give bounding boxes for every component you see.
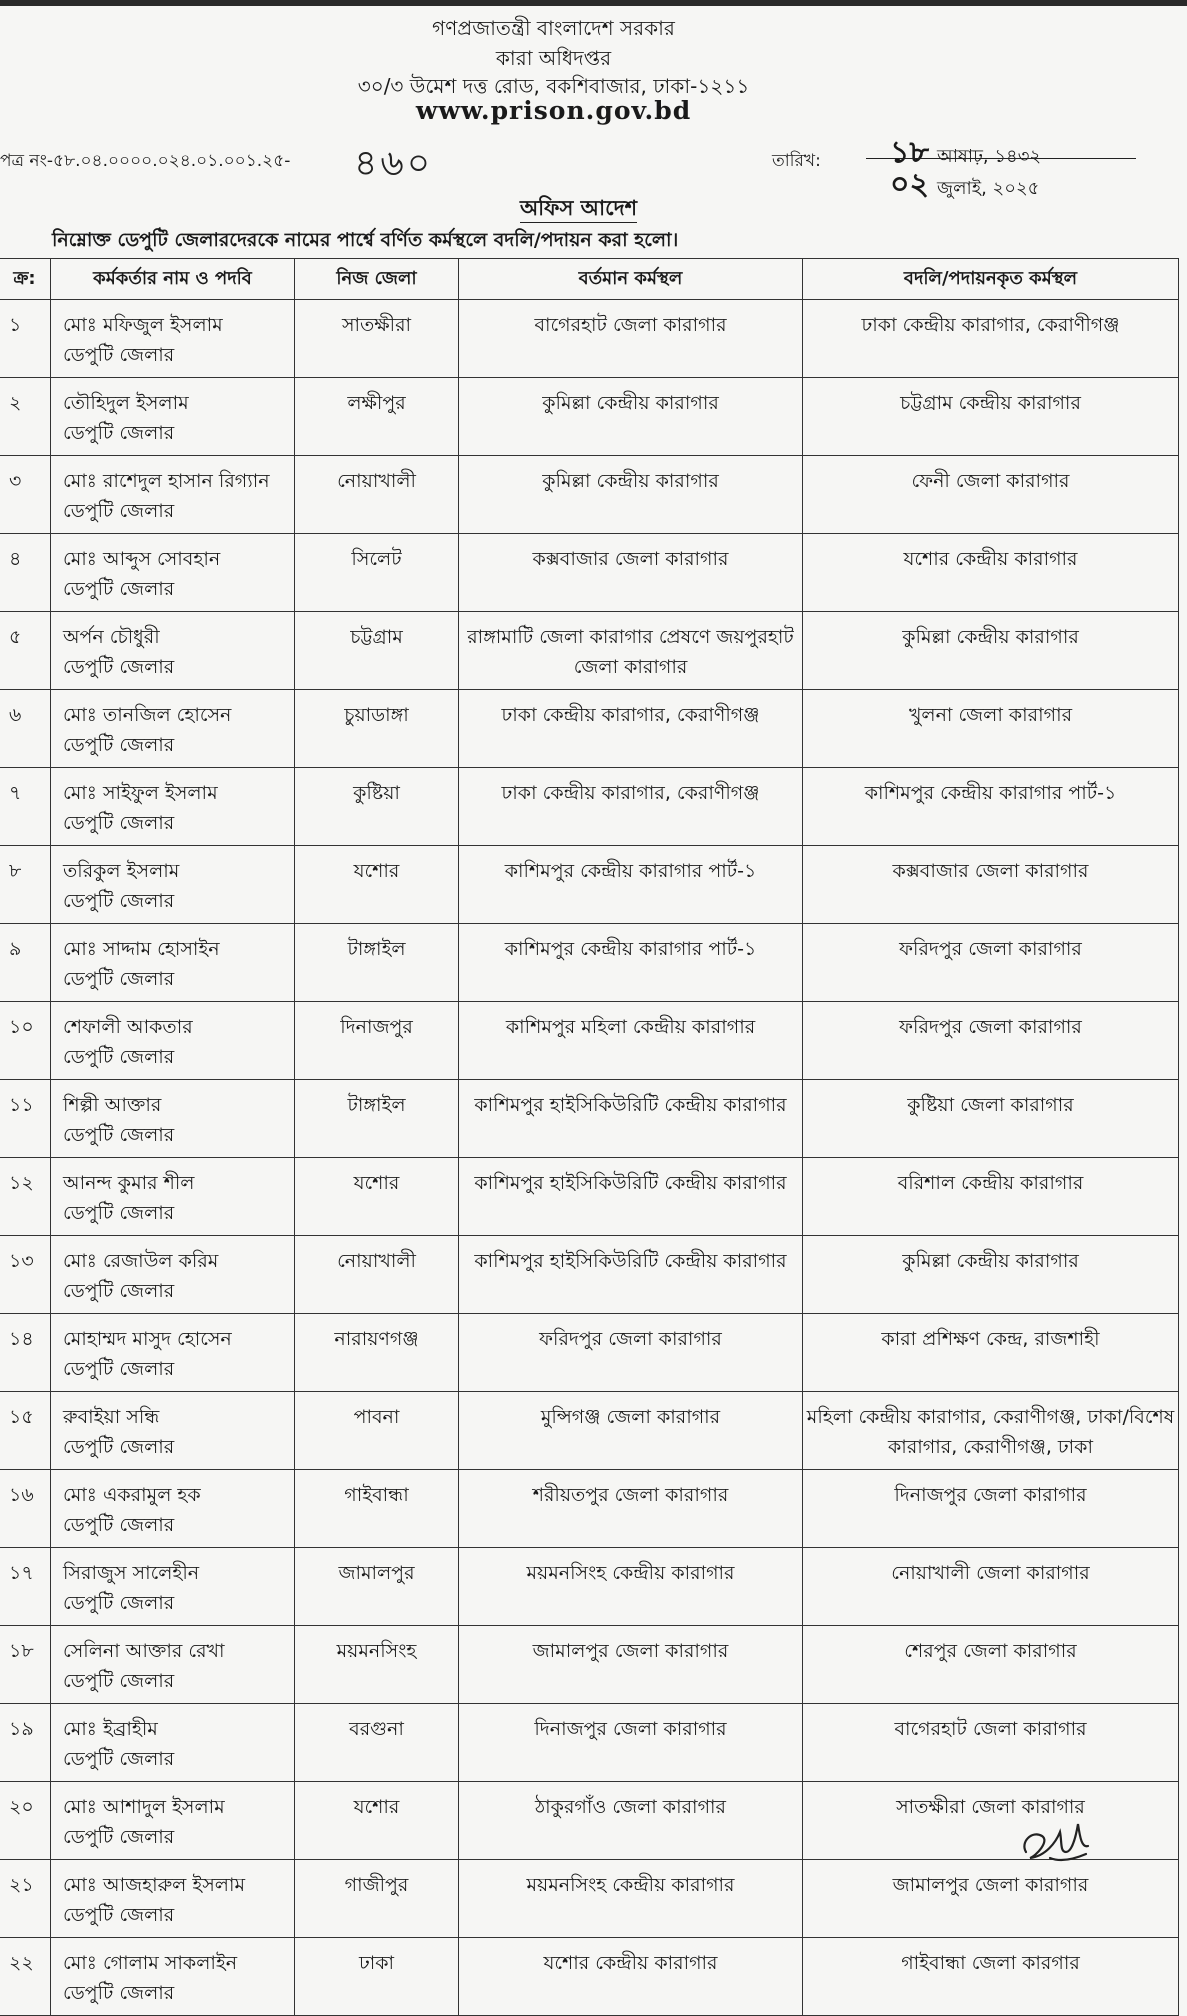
table-row <box>0 768 1179 846</box>
row-transfer-posting: বরিশাল কেন্দ্রীয় কারাগার <box>803 1158 1179 1236</box>
table-row <box>0 690 1179 768</box>
date-english-day: ০২ <box>890 167 930 202</box>
row-officer-designation: ডেপুটি জেলার <box>63 1046 175 1068</box>
table-row <box>0 1236 1179 1314</box>
table-row <box>0 924 1179 1002</box>
row-transfer-posting: ফরিদপুর জেলা কারাগার <box>803 924 1179 1002</box>
row-officer-name: মোঃ রাশেদুল হাসান রিগ্যান <box>63 470 270 492</box>
row-home-district: যশোর <box>295 846 459 924</box>
row-current-posting: যশোর কেন্দ্রীয় কারাগার <box>459 1938 803 2016</box>
row-home-district: গাজীপুর <box>295 1860 459 1938</box>
website-url: www.prison.gov.bd <box>415 96 692 125</box>
row-officer <box>51 924 295 1002</box>
date-english-text: জুলাই, ২০২৫ <box>937 178 1040 199</box>
signature-mark <box>1016 1812 1096 1868</box>
row-officer <box>51 1704 295 1782</box>
row-officer-name: মোঃ আব্দুস সোবহান <box>63 548 221 570</box>
row-officer-name: শিল্পী আক্তার <box>63 1094 162 1116</box>
row-officer-name: তরিকুল ইসলাম <box>63 860 180 882</box>
table-body <box>0 300 1179 2016</box>
row-transfer-posting: কুষ্টিয়া জেলা কারাগার <box>803 1080 1179 1158</box>
row-officer <box>51 456 295 534</box>
row-serial: ২২ <box>0 1938 51 2016</box>
row-transfer-posting: কুমিল্লা কেন্দ্রীয় কারাগার <box>803 612 1179 690</box>
row-officer-designation: ডেপুটি জেলার <box>63 968 175 990</box>
order-intro: নিম্নোক্ত ডেপুটি জেলারদেরকে নামের পার্শ্বে বর্ণিত কর্মস্থলে বদলি/পদায়ন করা হলো। <box>52 229 679 251</box>
row-current-posting: ময়মনসিংহ কেন্দ্রীয় কারাগার <box>459 1860 803 1938</box>
row-transfer-posting: জামালপুর জেলা কারাগার <box>803 1860 1179 1938</box>
row-officer-designation: ডেপুটি জেলার <box>63 1904 175 1926</box>
row-serial: ১৬ <box>0 1470 51 1548</box>
row-officer-name: মোঃ আজহারুল ইসলাম <box>63 1874 246 1896</box>
row-officer-name: মোঃ মফিজুল ইসলাম <box>63 314 223 336</box>
header-home-district: নিজ জেলা <box>295 259 459 300</box>
row-officer-name: আনন্দ কুমার শীল <box>63 1172 195 1194</box>
row-current-posting: কুমিল্লা কেন্দ্রীয় কারাগার <box>459 456 803 534</box>
row-home-district: যশোর <box>295 1782 459 1860</box>
row-officer <box>51 768 295 846</box>
row-officer-designation: ডেপুটি জেলার <box>63 1124 175 1146</box>
row-current-posting: কাশিমপুর মহিলা কেন্দ্রীয় কারাগার <box>459 1002 803 1080</box>
row-transfer-posting: কাশিমপুর কেন্দ্রীয় কারাগার পার্ট-১ <box>803 768 1179 846</box>
row-officer <box>51 1158 295 1236</box>
table-row <box>0 300 1179 378</box>
row-current-posting: শরীয়তপুর জেলা কারাগার <box>459 1470 803 1548</box>
row-officer-name: মোঃ সাইফুল ইসলাম <box>63 782 218 804</box>
row-officer-name: মোঃ একরামুল হক <box>63 1484 201 1506</box>
row-transfer-posting: দিনাজপুর জেলা কারাগার <box>803 1470 1179 1548</box>
table-row <box>0 1470 1179 1548</box>
row-officer <box>51 846 295 924</box>
row-serial: ১৭ <box>0 1548 51 1626</box>
department-address: ৩০/৩ উমেশ দত্ত রোড, বকশিবাজার, ঢাকা-১২১১ <box>357 74 750 98</box>
table-row <box>0 1704 1179 1782</box>
row-home-district: নোয়াখালী <box>295 456 459 534</box>
row-current-posting: বাগেরহাট জেলা কারাগার <box>459 300 803 378</box>
row-officer-name: রুবাইয়া সন্ধি <box>63 1406 160 1428</box>
table-row <box>0 1002 1179 1080</box>
row-officer <box>51 1782 295 1860</box>
date-bangla-day: ১৮ <box>890 135 929 170</box>
row-officer-designation: ডেপুটি জেলার <box>63 1826 175 1848</box>
row-serial: ১৩ <box>0 1236 51 1314</box>
row-officer <box>51 690 295 768</box>
row-officer-designation: ডেপুটি জেলার <box>63 1748 175 1770</box>
row-officer <box>51 1470 295 1548</box>
row-home-district: কুষ্টিয়া <box>295 768 459 846</box>
table-row <box>0 1860 1179 1938</box>
row-current-posting: ঢাকা কেন্দ্রীয় কারাগার, কেরাণীগঞ্জ <box>459 690 803 768</box>
table-row <box>0 378 1179 456</box>
row-home-district: ময়মনসিংহ <box>295 1626 459 1704</box>
row-home-district: টাঙ্গাইল <box>295 924 459 1002</box>
row-serial: ১৮ <box>0 1626 51 1704</box>
row-home-district: সাতক্ষীরা <box>295 300 459 378</box>
row-officer-name: তৌহিদুল ইসলাম <box>63 392 189 414</box>
row-officer-name: সিরাজুস সালেহীন <box>63 1562 200 1584</box>
row-current-posting: জামালপুর জেলা কারাগার <box>459 1626 803 1704</box>
table-row <box>0 612 1179 690</box>
table-row <box>0 1080 1179 1158</box>
table-row <box>0 1626 1179 1704</box>
government-name: গণপ্রজাতন্ত্রী বাংলাদেশ সরকার <box>432 16 675 40</box>
row-officer-designation: ডেপুটি জেলার <box>63 500 175 522</box>
row-serial: ৭ <box>0 768 51 846</box>
row-home-district: যশোর <box>295 1158 459 1236</box>
office-order-title <box>0 192 1187 227</box>
row-officer <box>51 612 295 690</box>
row-home-district: জামালপুর <box>295 1548 459 1626</box>
row-officer-designation: ডেপুটি জেলার <box>63 344 175 366</box>
row-officer-designation: ডেপুটি জেলার <box>63 656 175 678</box>
row-serial: ৬ <box>0 690 51 768</box>
row-officer-designation: ডেপুটি জেলার <box>63 578 175 600</box>
row-serial: ২ <box>0 378 51 456</box>
table-row <box>0 1314 1179 1392</box>
table-row <box>0 534 1179 612</box>
transfer-table <box>0 258 1179 2016</box>
row-officer-designation: ডেপুটি জেলার <box>63 1436 175 1458</box>
date-bangla-text: আষাঢ়, ১৪৩২ <box>936 146 1042 167</box>
row-home-district: লক্ষীপুর <box>295 378 459 456</box>
header-transfer-posting: বদলি/পদায়নকৃত কর্মস্থল <box>803 259 1179 300</box>
office-order-title-text: অফিস আদেশ <box>520 196 637 223</box>
row-officer-name: মোঃ গোলাম সাকলাইন <box>63 1952 238 1974</box>
header-serial: ক্র: <box>0 259 51 300</box>
row-transfer-posting: চট্টগ্রাম কেন্দ্রীয় কারাগার <box>803 378 1179 456</box>
row-serial: ২০ <box>0 1782 51 1860</box>
row-officer <box>51 1626 295 1704</box>
row-officer <box>51 1392 295 1470</box>
row-serial: ১১ <box>0 1080 51 1158</box>
row-officer <box>51 378 295 456</box>
row-current-posting: রাঙ্গামাটি জেলা কারাগার প্রেষণে জয়পুরহাট জেলা কারাগার <box>459 612 803 690</box>
row-current-posting: ঠাকুরগাঁও জেলা কারাগার <box>459 1782 803 1860</box>
row-transfer-posting: ঢাকা কেন্দ্রীয় কারাগার, কেরাণীগঞ্জ <box>803 300 1179 378</box>
row-serial: ১৯ <box>0 1704 51 1782</box>
row-officer <box>51 1236 295 1314</box>
row-current-posting: মুন্সিগঞ্জ জেলা কারাগার <box>459 1392 803 1470</box>
row-transfer-posting: ফেনী জেলা কারাগার <box>803 456 1179 534</box>
row-officer <box>51 300 295 378</box>
row-home-district: পাবনা <box>295 1392 459 1470</box>
row-transfer-posting: নোয়াখালী জেলা কারাগার <box>803 1548 1179 1626</box>
table-row <box>0 1548 1179 1626</box>
table-row <box>0 1158 1179 1236</box>
row-serial: ৫ <box>0 612 51 690</box>
row-serial: ৩ <box>0 456 51 534</box>
row-officer <box>51 1938 295 2016</box>
row-current-posting: কাশিমপুর কেন্দ্রীয় কারাগার পার্ট-১ <box>459 924 803 1002</box>
row-transfer-posting: শেরপুর জেলা কারাগার <box>803 1626 1179 1704</box>
row-officer-designation: ডেপুটি জেলার <box>63 812 175 834</box>
row-transfer-posting: ফরিদপুর জেলা কারাগার <box>803 1002 1179 1080</box>
memo-handwritten-number: ৪৬০ <box>354 143 434 184</box>
row-serial: ৪ <box>0 534 51 612</box>
row-serial: ২১ <box>0 1860 51 1938</box>
table-row <box>0 1392 1179 1470</box>
row-transfer-posting: মহিলা কেন্দ্রীয় কারাগার, কেরাণীগঞ্জ, ঢাকা/বিশেষ কারাগার, কেরাণীগঞ্জ, ঢাকা <box>803 1392 1179 1470</box>
row-officer-designation: ডেপুটি জেলার <box>63 422 175 444</box>
row-transfer-posting: বাগেরহাট জেলা কারাগার <box>803 1704 1179 1782</box>
row-officer <box>51 1002 295 1080</box>
table-header-row <box>0 259 1179 300</box>
row-home-district: চুয়াডাঙ্গা <box>295 690 459 768</box>
table-row <box>0 846 1179 924</box>
row-transfer-posting: সাতক্ষীরা জেলা কারাগার <box>803 1782 1179 1860</box>
header-name: কর্মকর্তার নাম ও পদবি <box>51 259 295 300</box>
row-home-district: ঢাকা <box>295 1938 459 2016</box>
row-current-posting: কাশিমপুর হাইসিকিউরিটি কেন্দ্রীয় কারাগার <box>459 1158 803 1236</box>
row-current-posting: ফরিদপুর জেলা কারাগার <box>459 1314 803 1392</box>
row-transfer-posting: খুলনা জেলা কারাগার <box>803 690 1179 768</box>
row-serial: ১৪ <box>0 1314 51 1392</box>
row-officer-name: মোঃ ইব্রাহীম <box>63 1718 158 1740</box>
row-serial: ১০ <box>0 1002 51 1080</box>
row-officer-designation: ডেপুটি জেলার <box>63 1982 175 2004</box>
row-officer-designation: ডেপুটি জেলার <box>63 1592 175 1614</box>
row-officer-name: মোহাম্মদ মাসুদ হোসেন <box>63 1328 232 1350</box>
row-transfer-posting: কক্সবাজার জেলা কারাগার <box>803 846 1179 924</box>
row-officer-name: মোঃ রেজাউল করিম <box>63 1250 219 1272</box>
row-officer-designation: ডেপুটি জেলার <box>63 1280 175 1302</box>
row-home-district: গাইবান্ধা <box>295 1470 459 1548</box>
row-officer-designation: ডেপুটি জেলার <box>63 1670 175 1692</box>
row-transfer-posting: গাইবান্ধা জেলা কারগার <box>803 1938 1179 2016</box>
row-transfer-posting: কারা প্রশিক্ষণ কেন্দ্র, রাজশাহী <box>803 1314 1179 1392</box>
row-officer <box>51 1314 295 1392</box>
row-serial: ১ <box>0 300 51 378</box>
row-home-district: নারায়ণগঞ্জ <box>295 1314 459 1392</box>
row-serial: ৮ <box>0 846 51 924</box>
date-label: তারিখ: <box>772 151 821 171</box>
row-home-district: চট্টগ্রাম <box>295 612 459 690</box>
row-serial: ১৫ <box>0 1392 51 1470</box>
row-current-posting: ময়মনসিংহ কেন্দ্রীয় কারাগার <box>459 1548 803 1626</box>
row-officer <box>51 1548 295 1626</box>
row-current-posting: কাশিমপুর হাইসিকিউরিটি কেন্দ্রীয় কারাগার <box>459 1236 803 1314</box>
row-officer <box>51 1860 295 1938</box>
row-current-posting: কুমিল্লা কেন্দ্রীয় কারাগার <box>459 378 803 456</box>
row-current-posting: ঢাকা কেন্দ্রীয় কারাগার, কেরাণীগঞ্জ <box>459 768 803 846</box>
row-officer-name: মোঃ সাদ্দাম হোসাইন <box>63 938 220 960</box>
row-officer-name: মোঃ তানজিল হোসেন <box>63 704 232 726</box>
row-home-district: সিলেট <box>295 534 459 612</box>
date-divider <box>866 158 1136 159</box>
header-current-posting: বর্তমান কর্মস্থল <box>459 259 803 300</box>
row-officer-designation: ডেপুটি জেলার <box>63 1358 175 1380</box>
row-officer-name: শেফালী আকতার <box>63 1016 193 1038</box>
row-home-district: নোয়াখালী <box>295 1236 459 1314</box>
department-name: কারা অধিদপ্তর <box>495 46 612 70</box>
row-current-posting: কাশিমপুর কেন্দ্রীয় কারাগার পার্ট-১ <box>459 846 803 924</box>
memo-number-label: পত্র নং-৫৮.০৪.০০০০.০২৪.০১.০০১.২৫- <box>0 151 291 171</box>
row-serial: ৯ <box>0 924 51 1002</box>
top-edge-bar <box>0 0 1187 6</box>
row-officer-name: অর্পন চৌধুরী <box>63 626 160 648</box>
row-officer-designation: ডেপুটি জেলার <box>63 734 175 756</box>
row-home-district: দিনাজপুর <box>295 1002 459 1080</box>
row-serial: ১২ <box>0 1158 51 1236</box>
row-home-district: টাঙ্গাইল <box>295 1080 459 1158</box>
row-officer <box>51 1080 295 1158</box>
table-row <box>0 1782 1179 1860</box>
row-officer-name: সেলিনা আক্তার রেখা <box>63 1640 225 1662</box>
row-transfer-posting: যশোর কেন্দ্রীয় কারাগার <box>803 534 1179 612</box>
row-transfer-posting: কুমিল্লা কেন্দ্রীয় কারাগার <box>803 1236 1179 1314</box>
row-officer-name: মোঃ আশাদুল ইসলাম <box>63 1796 225 1818</box>
row-officer <box>51 534 295 612</box>
row-officer-designation: ডেপুটি জেলার <box>63 1514 175 1536</box>
row-home-district: বরগুনা <box>295 1704 459 1782</box>
row-officer-designation: ডেপুটি জেলার <box>63 890 175 912</box>
table-row <box>0 456 1179 534</box>
row-current-posting: কক্সবাজার জেলা কারাগার <box>459 534 803 612</box>
row-officer-designation: ডেপুটি জেলার <box>63 1202 175 1224</box>
row-current-posting: কাশিমপুর হাইসিকিউরিটি কেন্দ্রীয় কারাগার <box>459 1080 803 1158</box>
table-row <box>0 1938 1179 2016</box>
row-current-posting: দিনাজপুর জেলা কারাগার <box>459 1704 803 1782</box>
